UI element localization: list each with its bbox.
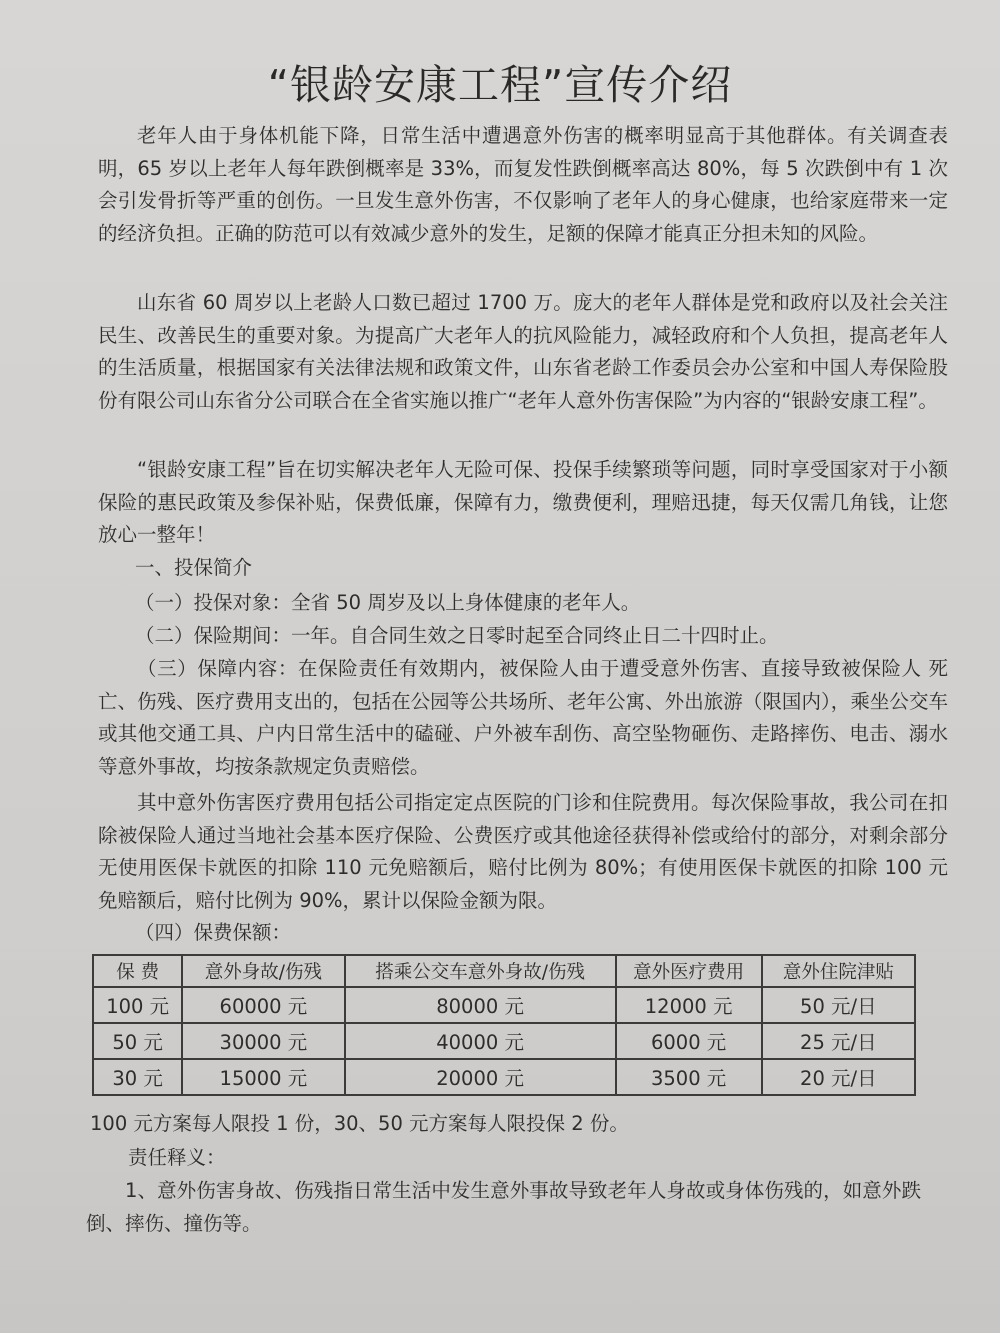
premium-table <box>92 954 916 1096</box>
header-hospital-allowance: 意外住院津贴 <box>762 955 915 987</box>
medical-expense-paragraph: 其中意外伤害医疗费用包括公司指定定点医院的门诊和住院费用。每次保险事故，我公司在扣除被保险人通过当地社会基本医疗保险、公费医疗或其他途径获得补偿或给付的部分，对剩余部分无使用医保卡就医的扣除 110 元免赔额后，赔付比例为 80%；有使用医保卡就医的扣除 100 元免赔额后，赔付比例为 90%，累计以保险金额为限。 <box>98 791 948 912</box>
insurance-period-text: 一年。自合同生效之日零时起至合同终止日二十四时止。 <box>291 624 779 647</box>
quota-note: 100 元方案每人限投 1 份，30、50 元方案每人限投保 2 份。 <box>90 1112 629 1135</box>
header-medical-expense: 意外医疗费用 <box>616 955 762 987</box>
shandong-paragraph: 山东省 60 周岁以上老龄人口数已超过 1700 万。庞大的老年人群体是党和政府以及社会关注民生、改善民生的重要对象。为提高广大老年人的抗风险能力，减轻政府和个人负担，提高老年人的生活质量，根据国家有关法律法规和政策文件，山东省老龄工作委员会办公室和中国人寿保险股份有限公司山东省分公司联合在全省实施以推广“老年人意外伤害保险”为内容的“银龄安康工程”。 <box>98 291 948 412</box>
coverage-paragraph <box>98 653 948 783</box>
intro-paragraph: 老年人由于身体机能下降，日常生活中遭遇意外伤害的概率明显高于其他群体。有关调查表明，65 岁以上老年人每年跌倒概率是 33%，而复发性跌倒概率高达 80%，每 5 次跌倒中有 1 次会引发骨折等严重的创伤。一旦发生意外伤害，不仅影响了老年人的身心健康，也给家庭带来一定的经济负担。正确的防范可以有效减少意外的发生，足额的保障才能真正分担未知的风险。 <box>98 124 948 245</box>
liability-heading: 责任释义： <box>128 1146 226 1169</box>
table-cell: 6000 元 <box>616 1023 762 1059</box>
header-premium: 保 费 <box>93 955 182 987</box>
table-cell: 15000 元 <box>182 1059 344 1095</box>
coverage-text: 在保险责任有效期内，被保险人由于遭受意外伤害、直接导致被保险人 死亡、伤残、医疗费用支出的，包括在公园等公共场所、老年公寓、外出旅游（限国内），乘坐公交车或其他交通工具、户内日常生活中的磕碰、户外被车刮伤、高空坠物砸伤、走路摔伤、电击、溺水等意外事故，均按条款规定负责赔偿。 <box>98 657 948 778</box>
insured-object-text: 全省 50 周岁及以上身体健康的老年人。 <box>291 591 641 614</box>
header-accidental-death: 意外身故/伤残 <box>182 955 344 987</box>
table-cell: 20000 元 <box>345 1059 616 1095</box>
header-bus-accident: 搭乘公交车意外身故/伤残 <box>345 955 616 987</box>
table-cell: 12000 元 <box>616 987 762 1023</box>
table-cell: 30000 元 <box>182 1023 344 1059</box>
table-cell: 50 元/日 <box>762 987 915 1023</box>
insured-object-label: （一）投保对象： <box>135 591 292 614</box>
section-heading-insurance-intro: 一、投保简介 <box>135 556 253 579</box>
table-row <box>93 987 915 1023</box>
table-cell: 50 元 <box>93 1023 182 1059</box>
table-cell: 100 元 <box>93 987 182 1023</box>
liability-item-1: 1、意外伤害身故、伤残指日常生活中发生意外事故导致老年人身故或身体伤残的，如意外跌倒、摔伤、撞伤等。 <box>86 1179 921 1235</box>
table-cell: 25 元/日 <box>762 1023 915 1059</box>
insurance-period-line <box>135 620 779 652</box>
table-cell: 40000 元 <box>345 1023 616 1059</box>
table-row <box>93 1023 915 1059</box>
insurance-period-label: （二）保险期间： <box>135 624 292 647</box>
program-paragraph: “银龄安康工程”旨在切实解决老年人无险可保、投保手续繁琐等问题，同时享受国家对于小额保险的惠民政策及参保补贴，保费低廉，保障有力，缴费便利，理赔迅捷，每天仅需几角钱，让您放心一整年！ <box>98 458 948 547</box>
premium-heading: （四）保费保额： <box>135 921 292 944</box>
table-header-row <box>93 955 915 987</box>
table-cell: 30 元 <box>93 1059 182 1095</box>
table-cell: 60000 元 <box>182 987 344 1023</box>
coverage-label: （三）保障内容： <box>137 657 298 680</box>
table-row <box>93 1059 915 1095</box>
table-cell: 3500 元 <box>616 1059 762 1095</box>
document-title: “银龄安康工程”宣传介绍 <box>267 61 733 109</box>
table-cell: 20 元/日 <box>762 1059 915 1095</box>
table-cell: 80000 元 <box>345 987 616 1023</box>
insured-object-line <box>135 587 640 619</box>
